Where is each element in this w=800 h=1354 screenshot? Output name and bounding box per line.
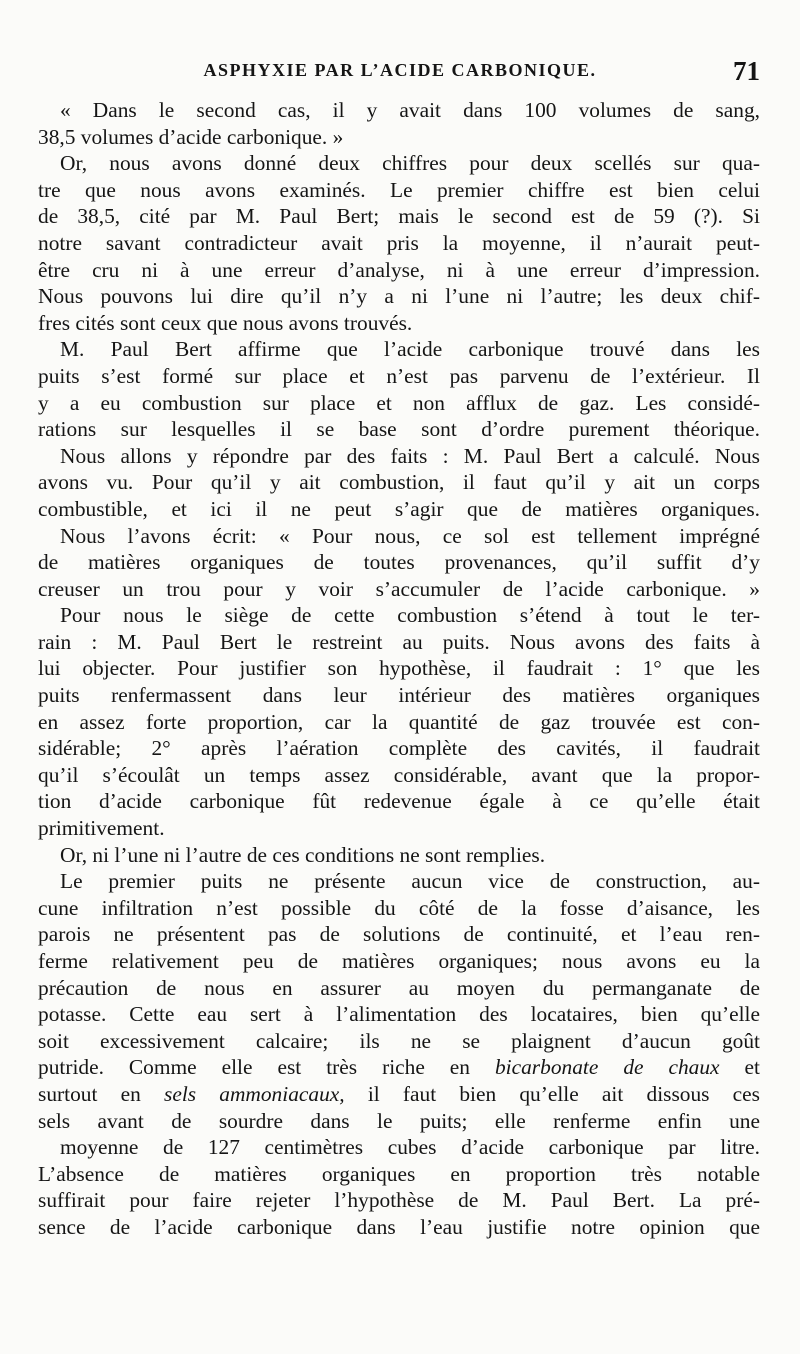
text-line: Le premier puits ne présente aucun vice de construction, au-	[60, 869, 760, 894]
text-line: sence de l’acide carbonique dans l’eau justifie notre opinion que	[38, 1214, 760, 1239]
page-number: 71	[733, 56, 760, 86]
text-line: Or, ni l’une ni l’autre de ces conditions ne sont remplies.	[60, 842, 546, 867]
text-line: puits renfermassent dans leur intérieur des matières organiques	[38, 683, 760, 708]
text-line: puits s’est formé sur place et n’est pas parvenu de l’extérieur. Il	[38, 363, 760, 388]
text-segment: il faut bien qu’elle ait dissous ces	[344, 1081, 760, 1106]
text-line: 38,5 volumes d’acide carbonique. »	[38, 124, 344, 149]
text-segment: putride. Comme elle est très riche en	[38, 1055, 495, 1080]
text-line: rations sur lesquelles il se base sont d’ordre purement théorique.	[38, 417, 760, 442]
text-line: être cru ni à une erreur d’analyse, ni à une erreur d’impression.	[38, 257, 760, 282]
text-line: soit excessivement calcaire; ils ne se plaignent d’aucun goût	[38, 1028, 760, 1053]
text-line: ferme relativement peu de matières organiques; nous avons eu la	[38, 949, 760, 973]
text-line: potasse. Cette eau sert à l’alimentation des locataires, bien qu’elle	[38, 1002, 760, 1027]
text-line: parois ne présentent pas de solutions de continuité, et l’eau ren-	[38, 922, 760, 947]
text-line	[38, 1054, 760, 1081]
text-line: Nous pouvons lui dire qu’il n’y a ni l’une ni l’autre; les deux chif-	[38, 284, 760, 309]
text-line: qu’il s’écoulât un temps assez considérable, avant que la propor-	[38, 762, 760, 787]
text-line: M. Paul Bert affirme que l’acide carbonique trouvé dans les	[60, 337, 760, 362]
text-segment: et	[719, 1055, 760, 1080]
text-line: suffirait pour faire rejeter l’hypothèse de M. Paul Bert. La pré-	[38, 1188, 760, 1213]
text-line: « Dans le second cas, il y avait dans 100 volumes de sang,	[60, 98, 760, 122]
text-line	[38, 1081, 760, 1108]
text-line: de 38,5, cité par M. Paul Bert; mais le second est de 59 (?). Si	[38, 204, 760, 229]
text-line: rain : M. Paul Bert le restreint au puits. Nous avons des faits à	[38, 629, 760, 654]
text-line: Nous l’avons écrit: « Pour nous, ce sol est tellement imprégné	[60, 523, 760, 548]
text-line: cune infiltration n’est possible du côté de la fosse d’aisance, les	[38, 895, 760, 920]
text-line: lui objecter. Pour justifier son hypothèse, il faudrait : 1° que les	[38, 656, 760, 681]
text-line: Or, nous avons donné deux chiffres pour deux scellés sur qua-	[60, 151, 760, 176]
text-line: primitivement.	[38, 816, 165, 841]
text-line: L’absence de matières organiques en proportion très notable	[38, 1161, 760, 1186]
text-line: fres cités sont ceux que nous avons trouvés.	[38, 310, 413, 335]
text-line: tre que nous avons examinés. Le premier chiffre est bien celui	[38, 177, 760, 202]
text-line: Nous allons y répondre par des faits : M. Paul Bert a calculé. Nous	[60, 443, 760, 468]
italic-term: bicarbonate de chaux	[494, 1055, 720, 1080]
text-line: précaution de nous en assurer au moyen du permanganate de	[38, 975, 760, 1000]
text-line: creuser un trou pour y voir s’accumuler de l’acide carbonique. »	[38, 576, 760, 601]
text-line: notre savant contradicteur avait pris la moyenne, il n’aurait peut-	[38, 230, 760, 255]
text-segment: surtout en	[38, 1081, 164, 1106]
text-line: avons vu. Pour qu’il y ait combustion, il faut qu’il y ait un corps	[38, 470, 760, 495]
text-line: sidérable; 2° après l’aération complète des cavités, il faudrait	[38, 736, 760, 761]
text-line: y a eu combustion sur place et non afflux de gaz. Les considé-	[38, 390, 760, 415]
page-header	[40, 56, 760, 100]
text-line: moyenne de 127 centimètres cubes d’acide carbonique par litre.	[60, 1135, 760, 1160]
text-line: en assez forte proportion, car la quantité de gaz trouvée est con-	[38, 709, 760, 734]
text-line: tion d’acide carbonique fût redevenue égale à ce qu’elle était	[38, 789, 760, 814]
body-text	[38, 97, 760, 1241]
running-title: ASPHYXIE PAR L’ACIDE CARBONIQUE.	[203, 60, 597, 80]
text-line: Pour nous le siège de cette combustion s’étend à tout le ter-	[60, 603, 760, 628]
italic-term: sels ammoniacaux,	[164, 1081, 345, 1106]
text-line: de matières organiques de toutes provenances, qu’il suffit d’y	[38, 550, 760, 575]
text-line: combustible, et ici il ne peut s’agir que de matières organiques.	[38, 496, 760, 521]
text-line: sels avant de sourdre dans le puits; elle renferme enfin une	[38, 1108, 760, 1133]
